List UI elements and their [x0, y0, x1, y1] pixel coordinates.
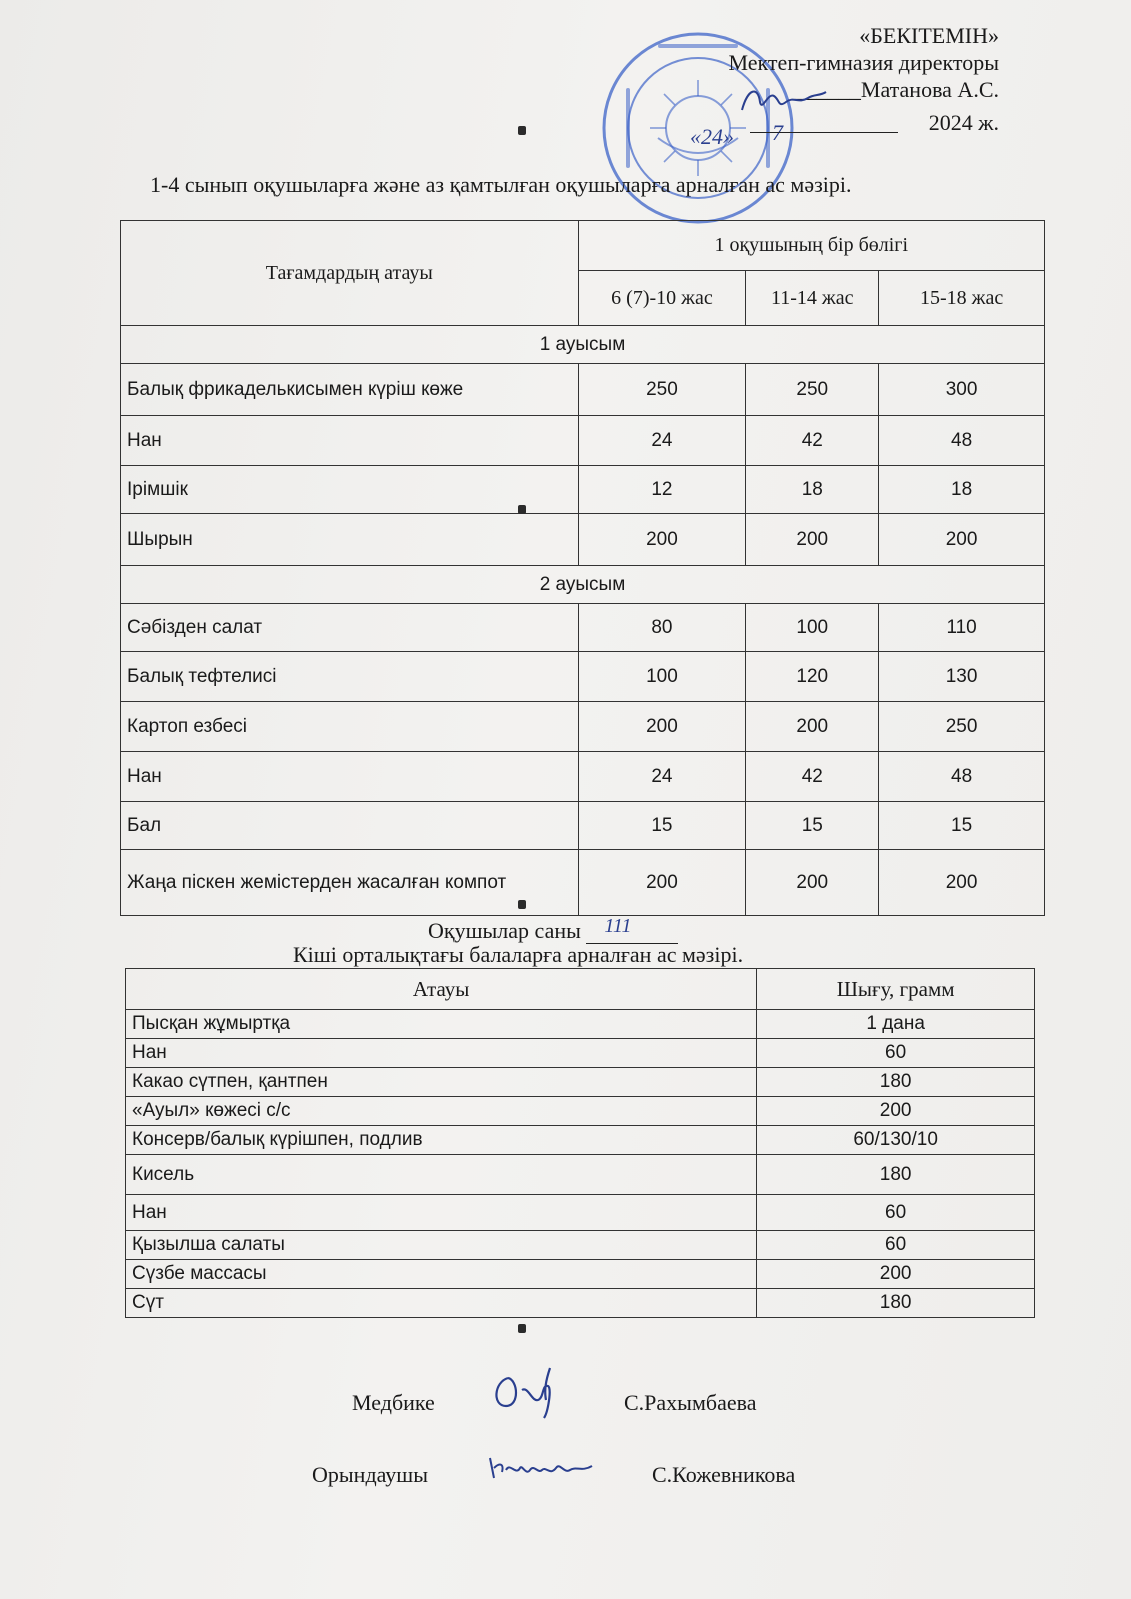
portion-value: 12	[578, 466, 746, 514]
approval-role: Мектеп-гимназия директоры	[728, 50, 999, 75]
portion-value: 250	[746, 364, 879, 416]
table-row	[121, 802, 1045, 850]
shift-label: 1 ауысым	[121, 326, 1045, 364]
portion-value: 200	[879, 514, 1045, 566]
table-row	[121, 752, 1045, 802]
portion-value: 42	[746, 752, 879, 802]
dish-name: Картоп езбесі	[121, 702, 579, 752]
menu1-table	[120, 220, 1045, 916]
item-value: 200	[757, 1260, 1035, 1289]
nurse-name: С.Рахымбаева	[624, 1390, 757, 1415]
menu1-col-portion: 1 оқушының бір бөлігі	[578, 221, 1044, 271]
portion-value: 200	[746, 850, 879, 916]
nurse-role: Медбике	[352, 1390, 435, 1415]
table-row	[121, 652, 1045, 702]
table-row	[126, 1260, 1035, 1289]
table-row	[126, 1039, 1035, 1068]
dish-name: Жаңа піскен жемістерден жасалған компот	[121, 850, 579, 916]
student-count-value: 111	[604, 915, 632, 937]
dish-name: Балық фрикаделькисымен күріш көже	[121, 364, 579, 416]
dish-name: Сәбізден салат	[121, 604, 579, 652]
table-row	[126, 1010, 1035, 1039]
portion-value: 15	[578, 802, 746, 850]
dish-name: Нан	[121, 416, 579, 466]
date-underline	[750, 110, 898, 133]
table-row	[126, 1195, 1035, 1231]
table-row	[121, 416, 1045, 466]
portion-value: 200	[746, 514, 879, 566]
item-name: «Ауыл» көжесі с/с	[126, 1097, 757, 1126]
portion-value: 250	[578, 364, 746, 416]
portion-value: 200	[746, 702, 879, 752]
portion-value: 110	[879, 604, 1045, 652]
portion-value: 48	[879, 752, 1045, 802]
executor-role: Орындаушы	[312, 1462, 429, 1487]
portion-value: 200	[578, 850, 746, 916]
portion-value: 24	[578, 416, 746, 466]
menu2-table	[125, 968, 1035, 1318]
portion-value: 24	[578, 752, 746, 802]
item-name: Кисель	[126, 1155, 757, 1195]
student-count	[428, 915, 678, 944]
table-row	[121, 466, 1045, 514]
punch-mark	[518, 505, 526, 514]
age-group-header: 6 (7)-10 жас	[578, 271, 746, 326]
punch-mark	[518, 900, 526, 909]
table-row	[121, 850, 1045, 916]
punch-mark	[518, 126, 526, 135]
item-name: Нан	[126, 1039, 757, 1068]
item-value: 60	[757, 1195, 1035, 1231]
age-group-header: 15-18 жас	[879, 271, 1045, 326]
approval-month-mark: 7	[772, 120, 783, 145]
dish-name: Ірімшік	[121, 466, 579, 514]
dish-name: Шырын	[121, 514, 579, 566]
item-name: Сүт	[126, 1289, 757, 1318]
portion-value: 18	[746, 466, 879, 514]
portion-value: 15	[746, 802, 879, 850]
portion-value: 300	[879, 364, 1045, 416]
item-value: 180	[757, 1155, 1035, 1195]
item-value: 60	[757, 1039, 1035, 1068]
student-count-field	[586, 915, 678, 944]
executor-signature-icon	[486, 1448, 596, 1484]
menu2-col-output: Шығу, грамм	[757, 969, 1035, 1010]
item-name: Пысқан жұмыртқа	[126, 1010, 757, 1039]
nurse-signature-icon	[486, 1360, 576, 1420]
item-name: Нан	[126, 1195, 757, 1231]
age-group-header: 11-14 жас	[746, 271, 879, 326]
approval-day: «24»	[690, 124, 734, 149]
item-name: Какао сүтпен, қантпен	[126, 1068, 757, 1097]
dish-name: Балық тефтелисі	[121, 652, 579, 702]
item-name: Қызылша салаты	[126, 1231, 757, 1260]
item-name: Сүзбе массасы	[126, 1260, 757, 1289]
item-value: 60	[757, 1231, 1035, 1260]
portion-value: 42	[746, 416, 879, 466]
table-row	[126, 1068, 1035, 1097]
item-value: 1 дана	[757, 1010, 1035, 1039]
punch-mark	[518, 1324, 526, 1333]
table-row	[126, 1126, 1035, 1155]
menu1-title: 1-4 сынып оқушыларға және аз қамтылған оқушыларға арналған ас мәзірі.	[150, 172, 852, 197]
table-row	[126, 1231, 1035, 1260]
portion-value: 48	[879, 416, 1045, 466]
portion-value: 200	[578, 702, 746, 752]
approval-year: 2024 ж.	[928, 110, 999, 135]
shift-label: 2 ауысым	[121, 566, 1045, 604]
menu1-col-name: Тағамдардың атауы	[121, 221, 579, 326]
portion-value: 250	[879, 702, 1045, 752]
portion-value: 15	[879, 802, 1045, 850]
executor-name: С.Кожевникова	[652, 1462, 796, 1487]
portion-value: 18	[879, 466, 1045, 514]
menu2-title: Кіші орталықтағы балаларға арналған ас мәзірі.	[293, 942, 744, 967]
approval-name: ______Матанова А.С.	[794, 77, 999, 102]
dish-name: Нан	[121, 752, 579, 802]
table-row	[126, 1097, 1035, 1126]
table-row	[121, 702, 1045, 752]
table-row	[121, 604, 1045, 652]
menu2-col-name: Атауы	[126, 969, 757, 1010]
table-row	[126, 1289, 1035, 1318]
item-value: 180	[757, 1068, 1035, 1097]
dish-name: Бал	[121, 802, 579, 850]
item-value: 60/130/10	[757, 1126, 1035, 1155]
table-row	[121, 364, 1045, 416]
portion-value: 200	[578, 514, 746, 566]
portion-value: 120	[746, 652, 879, 702]
table-row	[126, 1155, 1035, 1195]
item-value: 200	[757, 1097, 1035, 1126]
portion-value: 100	[746, 604, 879, 652]
item-value: 180	[757, 1289, 1035, 1318]
student-count-label: Оқушылар саны	[428, 918, 581, 943]
approval-heading: «БЕКІТЕМІН»	[859, 23, 999, 48]
portion-value: 200	[879, 850, 1045, 916]
item-name: Консерв/балық күрішпен, подлив	[126, 1126, 757, 1155]
portion-value: 130	[879, 652, 1045, 702]
table-row	[121, 514, 1045, 566]
portion-value: 80	[578, 604, 746, 652]
portion-value: 100	[578, 652, 746, 702]
